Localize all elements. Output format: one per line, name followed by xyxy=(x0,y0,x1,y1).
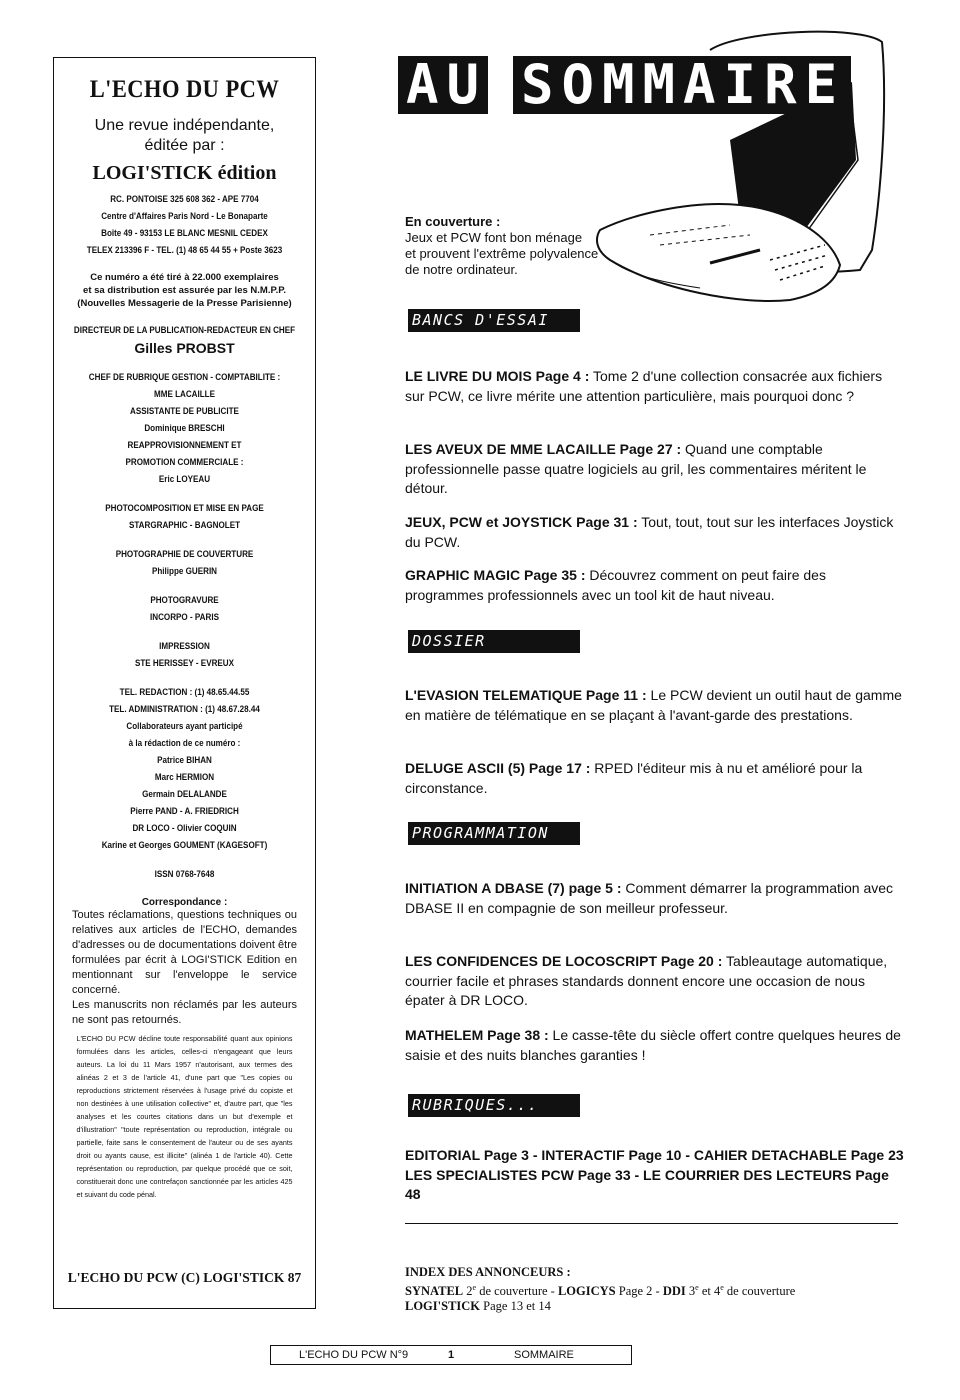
print-run-notice xyxy=(54,271,315,310)
banner-word-au: AU xyxy=(398,56,488,114)
staff-line: STE HERISSEY - EVREUX xyxy=(134,658,235,669)
article-heading: LES CONFIDENCES DE LOCOSCRIPT Page 20 : xyxy=(405,953,723,969)
article-entry xyxy=(405,1026,905,1065)
article-summary: RPED l'éditeur mis à nu et amélioré pour la circonstance. xyxy=(405,760,863,796)
rubriques-line: EDITORIAL Page 3 - INTERACTIF Page 10 - CAHIER DETACHABLE Page 23 xyxy=(405,1147,904,1163)
divider xyxy=(405,1223,898,1224)
banner-word-sommaire: SOMMAIRE xyxy=(513,56,851,114)
cover-text: Jeux et PCW font bon ménage xyxy=(405,230,583,245)
contributor-name: Pierre PAND - A. FRIEDRICH xyxy=(130,806,239,817)
contact-line: à la rédaction de ce numéro : xyxy=(128,738,241,749)
correspondance-text-2: Les manuscrits non réclamés par les auteurs ne sont pas retournés. xyxy=(72,999,297,1026)
article-heading: L'EVASION TELEMATIQUE Page 11 : xyxy=(405,687,647,703)
staff-line: IMPRESSION xyxy=(159,641,210,652)
index-title: INDEX DES ANNONCEURS : xyxy=(405,1265,571,1279)
advertiser-name: DDI xyxy=(662,1284,686,1299)
page-number: 1 xyxy=(448,1349,455,1361)
contributor-name: DR LOCO - Olivier COQUIN xyxy=(132,823,237,834)
contact-line: TEL. ADMINISTRATION : (1) 48.67.28.44 xyxy=(109,704,260,715)
staff-line: PHOTOGRAPHIE DE COUVERTURE xyxy=(115,549,254,560)
article-heading: GRAPHIC MAGIC Page 35 : xyxy=(405,567,586,583)
issn: ISSN 0768-7648 xyxy=(154,869,215,880)
index-line: SYNATEL 2e de couverture - LOGICYS Page 2 - DDI 3e et 4e de couverture xyxy=(405,1283,796,1299)
contact-line: TEL. REDACTION : (1) 48.65.44.55 xyxy=(119,687,250,698)
article-heading: JEUX, PCW et JOYSTICK Page 31 : xyxy=(405,514,638,530)
staff-line: STARGRAPHIC - BAGNOLET xyxy=(128,520,241,531)
staff-block xyxy=(54,592,315,626)
advertiser-name: LOGICYS xyxy=(557,1284,616,1299)
correspondance-title: Correspondance : xyxy=(141,897,228,908)
contact-line: Collaborateurs ayant participé xyxy=(126,721,243,732)
masthead-box xyxy=(53,57,316,1309)
contributor-name: Germain DELALANDE xyxy=(142,789,227,800)
staff-line: Philippe GUERIN xyxy=(151,566,218,577)
article-entry xyxy=(405,513,905,552)
masthead-title: L'ECHO DU PCW xyxy=(89,76,280,103)
index-line: LOGI'STICK Page 13 et 14 xyxy=(405,1299,551,1314)
legal-notice: L'ECHO DU PCW décline toute responsabilité quant aux opinions formulées dans les articles, celles-ci n'engageant que leurs auteurs. La loi du 11 Mars 1957 n'autorisant, aux termes des alinéas 2 et 3 de l'article 41, d'une part que "Les copies ou reproductions strictement réservées à l'usage privé du copiste et non destinées à une utilisation collective" et, d'autre part, que "les analyses et les courtes citations dans un but d'exemple et d'illustration" "toute représentation ou reproduction, intégrale ou partielle, faite sans le consentement de l'auteur ou de ses ayants droit ou ayants cause, est illicite" (alinéa 1 de l'article 40). Cette représentation ou reproduction, par quelque procédé que ce soit, constituerait donc une contrefaçon sanctionnée par les articles 425 et suivant du code pénal. xyxy=(76,1034,293,1199)
sommaire-banner xyxy=(398,50,848,120)
cover-text: et prouvent l'extrême polyvalence xyxy=(405,246,599,261)
article-heading: INITIATION A DBASE (7) page 5 : xyxy=(405,880,622,896)
page-folio xyxy=(270,1345,632,1365)
folio-section: SOMMAIRE xyxy=(514,1349,574,1361)
article-summary: Tableautage automatique, courrier facile et phrases standards donnent encore une occasion de nous épater à DR LOCO. xyxy=(405,953,888,1008)
section-label-rubriques: RUBRIQUES... xyxy=(408,1094,580,1117)
folio-magazine: L'ECHO DU PCW N°9 xyxy=(299,1349,409,1361)
article-summary: Quand une comptable professionnelle passe quatre logiciels au gril, les commentaires méritent le détour. xyxy=(405,441,867,496)
article-summary: Tome 2 d'une collection consacrée aux fichiers sur PCW, ce livre mérite une attention particulière, mais pourquoi donc ? xyxy=(405,368,883,404)
masthead-subtitle-2: éditée par : xyxy=(144,137,225,154)
print-run-line: et sa distribution est assurée par les N.M.P.P. xyxy=(83,285,286,296)
staff-line: Dominique BRESCHI xyxy=(144,423,225,434)
address-line: RC. PONTOISE 325 608 362 - APE 7704 xyxy=(110,194,259,205)
section-label-dossier: DOSSIER xyxy=(408,630,580,653)
section-label-programmation: PROGRAMMATION xyxy=(408,822,580,845)
staff-block xyxy=(54,369,315,488)
director-name: Gilles PROBST xyxy=(134,340,235,356)
contacts-block xyxy=(54,684,315,854)
article-heading: MATHELEM Page 38 : xyxy=(405,1027,549,1043)
staff-line: CHEF DE RUBRIQUE GESTION - COMPTABILITE : xyxy=(88,372,281,383)
staff-line: MME LACAILLE xyxy=(153,389,216,400)
contributor-name: Marc HERMION xyxy=(154,772,215,783)
contributor-name: Patrice BIHAN xyxy=(157,755,212,766)
cover-label: En couverture : xyxy=(405,214,501,229)
address-line: TELEX 213396 F - TEL. (1) 48 65 44 55 + Poste 3623 xyxy=(86,245,283,256)
masthead-footer: L'ECHO DU PCW (C) LOGI'STICK 87 xyxy=(67,1270,302,1285)
staff-line: Eric LOYEAU xyxy=(158,474,211,485)
section-label-bancs-essai: BANCS D'ESSAI xyxy=(408,309,580,332)
rubriques-line: LES SPECIALISTES PCW Page 33 - LE COURRIER DES LECTEURS Page 48 xyxy=(405,1166,889,1202)
staff-line: ASSISTANTE DE PUBLICITE xyxy=(130,406,239,417)
rubriques-list xyxy=(405,1146,905,1205)
article-entry xyxy=(405,440,905,499)
print-run-line: Ce numéro a été tiré à 22.000 exemplaires xyxy=(90,272,279,283)
article-summary: Découvrez comment on peut faire des programmes professionnels avec un tool kit de haut niveau. xyxy=(405,567,826,603)
staff-line: REAPPROVISIONNEMENT ET xyxy=(127,440,242,451)
cover-text: de notre ordinateur. xyxy=(405,262,518,277)
article-entry xyxy=(405,367,905,406)
address-line: Boîte 49 - 93153 LE BLANC MESNIL CEDEX xyxy=(101,228,268,239)
advertisers-index xyxy=(405,1265,905,1314)
staff-line: PHOTOGRAVURE xyxy=(150,595,219,606)
article-entry xyxy=(405,952,905,1011)
article-heading: DELUGE ASCII (5) Page 17 : xyxy=(405,760,591,776)
advertiser-name: SYNATEL xyxy=(405,1284,464,1299)
publisher-name: LOGI'STICK édition xyxy=(92,162,277,184)
staff-block xyxy=(54,546,315,580)
print-run-line: (Nouvelles Messagerie de la Presse Parisienne) xyxy=(77,298,292,309)
article-summary: Tout, tout, tout sur les interfaces Joystick du PCW. xyxy=(405,514,894,550)
staff-block xyxy=(54,638,315,672)
masthead-subtitle: Une revue indépendante, xyxy=(94,117,275,134)
contributor-name: Karine et Georges GOUMENT (KAGESOFT) xyxy=(101,840,268,851)
director-role: DIRECTEUR DE LA PUBLICATION-REDACTEUR EN CHEF xyxy=(73,325,296,336)
article-summary: Comment démarrer la programmation avec DBASE II en compagnie de son meilleur professeur. xyxy=(405,880,894,916)
advertiser-name: LOGI'STICK xyxy=(405,1299,481,1314)
staff-line: PHOTOCOMPOSITION ET MISE EN PAGE xyxy=(105,503,264,514)
article-entry xyxy=(405,686,905,725)
article-heading: LE LIVRE DU MOIS Page 4 : xyxy=(405,368,590,384)
address-line: Centre d'Affaires Paris Nord - Le Bonaparte xyxy=(101,211,268,222)
article-summary: Le PCW devient un outil haut de gamme en matière de télématique en se plaçant à l'avant-garde des prestations. xyxy=(405,687,902,723)
publisher-address xyxy=(54,191,315,259)
article-heading: LES AVEUX DE MME LACAILLE Page 27 : xyxy=(405,441,682,457)
article-summary: Le casse-tête du siècle offert contre quelques heures de saisie et des nuits blanches garanties ! xyxy=(405,1027,901,1063)
article-entry xyxy=(405,759,905,798)
staff-block xyxy=(54,500,315,534)
staff-line: PROMOTION COMMERCIALE : xyxy=(125,457,244,468)
article-entry xyxy=(405,566,905,605)
article-entry xyxy=(405,879,905,918)
staff-line: INCORPO - PARIS xyxy=(150,612,219,623)
director-block xyxy=(54,322,315,357)
cover-note xyxy=(405,214,645,278)
correspondance-text: Toutes réclamations, questions techniques ou relatives aux articles de l'ECHO, demandes d'adresses ou de documentations doivent être formulées par écrit à LOGI'STICK Edition en mentionnant sur l'enveloppe le service concerné. xyxy=(72,909,297,996)
